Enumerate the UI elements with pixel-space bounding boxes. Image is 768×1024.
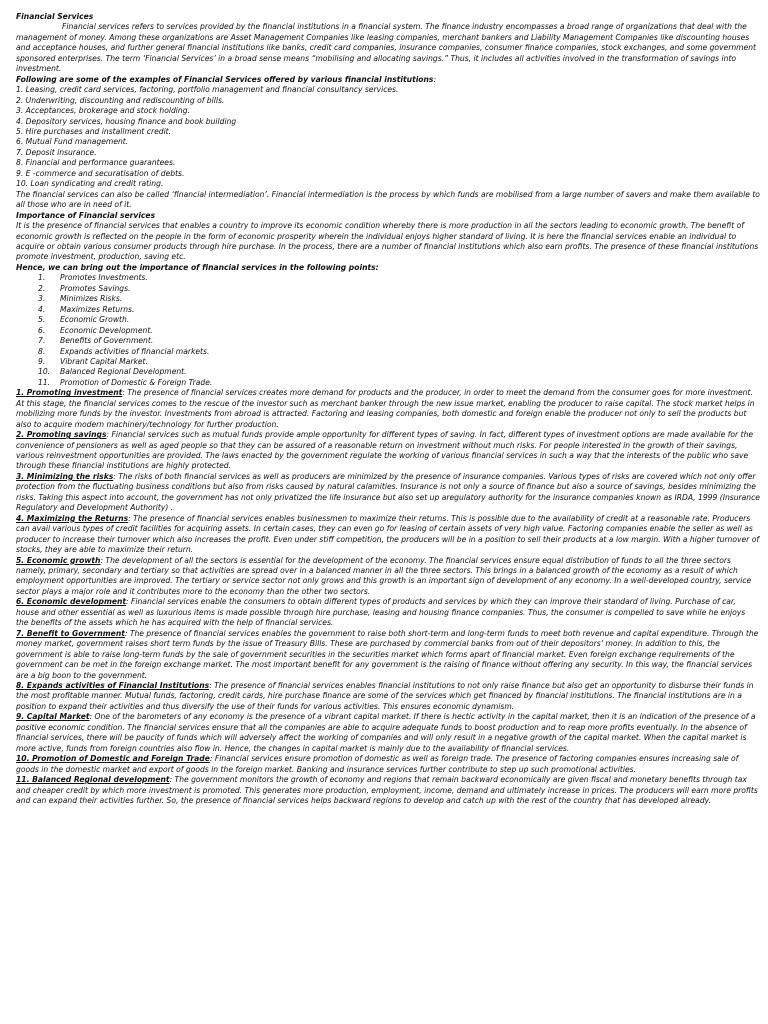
example-item: 6. Mutual Fund management.	[16, 137, 129, 147]
detail-label: 6. Economic development	[16, 597, 127, 607]
intro-paragraph: Financial services refers to services provided by the financial institutions in a financial system. The finance industry encompasses a broad range of organizations that deal with the management of money. Among these organizations are Asset Management Companies like leasing companies, merchant bankers and Liability Management Companies like discounting houses and acceptance houses, and further general financial institutions like banks, credit card companies, insurance companies, consumer finance companies, stock exchanges, and some government sponsored enterprises. The term ‘Financial Services’ in a broad sense means “mobilising and allocating savings.” Thus, it includes all activities involved in the transformation of savings into investment.	[16, 22, 757, 74]
point-number: 10.	[38, 367, 51, 377]
example-item: 5. Hire purchases and installment credit.	[16, 126, 172, 136]
detail-paragraph	[16, 597, 760, 628]
point-text: Vibrant Capital Market.	[60, 356, 148, 366]
point-number: 6.	[38, 325, 46, 335]
examples-heading-colon: :	[433, 74, 437, 84]
detail-text: : The presence of financial services enables businessmen to maximize their returns. This is possible due to the availability of credit at a reasonable rate. Producers can avail various types of credit facilities for acquiring assets. In certain cases, they can even go for leasing of certain assets of very high value. Factoring companies enable the seller as well as producer to increase their turnover which also increases the profit. Even under stiff competition, the producers will be in a position to sell their products at a low margin. With a higher turnover of stocks, they are able to maximize their return.	[16, 513, 760, 555]
importance-point	[16, 315, 760, 325]
importance-point	[16, 367, 760, 377]
detail-label: 2. Promoting savings	[16, 430, 107, 440]
example-item: 10. Loan syndicating and credit rating.	[16, 179, 164, 189]
detail-paragraph	[16, 556, 760, 598]
points-heading: Hence, we can bring out the importance of financial services in the following points:	[16, 262, 379, 272]
detail-label: 5. Economic growth	[16, 555, 101, 565]
example-item: 3. Acceptances, brokerage and stock holding.	[16, 106, 190, 116]
point-text: Balanced Regional Development.	[60, 367, 187, 377]
importance-paragraph: It is the presence of financial services that enables a country to improve its economic condition whereby there is more production in all the sectors leading to economic growth. The benefit of economic growth is reflected on the people in the form of economic prosperity wherein the individual enjoys higher standard of living. It is here the financial services enable an individual to acquire or obtain various consumer products through hire purchase. In the process, there are a number of financial institutions which also earn profits. The presence of these financial institutions promote investment, production, saving etc.	[16, 221, 759, 262]
example-item: 4. Depository services, housing finance and book building	[16, 116, 237, 126]
importance-point	[16, 347, 760, 357]
point-text: Maximizes Returns.	[60, 304, 135, 314]
detail-text: : One of the barometers of any economy is the presence of a vibrant capital market. If there is hectic activity in the capital market, then it is an indication of the presence of a positive economic condition. The financial services ensure that all the companies are able to acquire adequate funds to boost production and to reap more profits eventually. In the absence of financial services, there will be paucity of funds which will adversely affect the working of companies and will only result in a negative growth of the capital market. When the capital market is more active, funds from foreign countries also flow in. Hence, the changes in capital market is mainly due to the availability of financial services.	[16, 712, 756, 753]
point-number: 1.	[38, 273, 46, 283]
importance-point	[16, 336, 760, 346]
detail-paragraph	[16, 514, 760, 556]
importance-point	[16, 357, 760, 367]
point-number: 7.	[38, 336, 46, 346]
point-number: 5.	[38, 315, 46, 325]
point-text: Promotion of Domestic & Foreign Trade.	[60, 377, 213, 387]
detail-label: 1. Promoting investment	[16, 388, 123, 398]
point-number: 11.	[38, 377, 51, 387]
detail-paragraph	[16, 388, 760, 430]
point-text: Promotes Investments.	[60, 273, 148, 283]
importance-point	[16, 294, 760, 304]
point-number: 8.	[38, 346, 46, 356]
detail-paragraph	[16, 629, 760, 681]
examples-heading	[16, 75, 760, 85]
importance-point	[16, 284, 760, 294]
point-number: 4.	[38, 304, 46, 314]
detail-paragraph	[16, 712, 760, 754]
detail-text: : Financial services such as mutual funds provide ample opportunity for different types of saving. In fact, different types of investment options are made available for the convenience of pensioners as well as aged people so that they can be assured of a reasonable return on investment without much risks. For people interested in the growth of their savings, various reinvestment opportunities are provided. The laws enacted by the government regulate the working of various financial services in such a way that the interests of the public who save through these financial institutions are highly protected.	[16, 430, 754, 471]
document-body	[16, 12, 760, 806]
importance-point	[16, 273, 760, 283]
example-item: 2. Underwriting, discounting and rediscounting of bills.	[16, 95, 225, 105]
detail-label: 9. Capital Market	[16, 712, 90, 722]
detail-text: : Financial services enable the consumers to obtain different types of products and services by which they can improve their standard of living. Purchase of car, house and other essential as well as luxurious items is made possible through hire purchase, leasing and housing finance companies. Thus, the consumer is compelled to save while he enjoys the benefits of the assets which he has acquired with the help of financial services.	[16, 597, 746, 628]
point-number: 2.	[38, 283, 46, 293]
point-text: Economic Development.	[60, 325, 153, 335]
detail-label: 7. Benefit to Government	[16, 628, 125, 638]
detail-paragraph	[16, 775, 760, 806]
point-text: Promotes Savings.	[60, 283, 131, 293]
detail-label: 8. Expands activities of Financial Institutions	[16, 681, 210, 690]
example-item: 7. Deposit insurance.	[16, 147, 97, 157]
example-item: 9. E -commerce and securatisation of debts.	[16, 168, 185, 178]
detail-text: : The development of all the sectors is essential for the development of the economy. The financial services ensure equal distribution of funds to all the three sectors namely, primary, secondary and tertiary so that activities are spread over in a balanced manner in all the three sectors. This brings in a balanced growth of the economy as a result of which employment opportunities are improved. The tertiary or service sector not only grows and this growth is an important sign of development of any economy. In a well-developed country, service sector plays a major role and it contributes more to the economy than the other two sectors.	[16, 555, 752, 596]
detail-paragraph	[16, 472, 760, 514]
point-text: Expands activities of financial markets.	[60, 346, 210, 356]
point-text: Economic Growth.	[60, 315, 130, 325]
point-number: 9.	[38, 356, 46, 366]
detail-text: : The presence of financial services enables the government to raise both short-term and long-term funds to meet both revenue and capital expenditure. Through the money market, government raises short term funds by the issue of Treasury Bills. These are purchased by commercial banks from out of their depositors’ money. In addition to this, the government is able to raise long-term funds by the sale of government securities in the securities market which forms apart of financial market. Even foreign exchange requirements of the government can be met in the foreign exchange market. The most important benefit for any government is the raising of finance without offering any security. In this way, the financial services are a big boon to the government.	[16, 628, 759, 680]
importance-point	[16, 378, 760, 388]
detail-label: 10. Promotion of Domestic and Foreign Trade	[16, 754, 210, 764]
details-section	[16, 388, 760, 806]
document-title: Financial Services	[16, 12, 94, 21]
intermediation-paragraph: The financial services can also be called ‘financial intermediation’. Financial intermediation is the process by which funds are mobilised from a large number of savers and make them available to all those who are in need of it.	[16, 189, 760, 210]
importance-heading: Importance of Financial services	[16, 210, 156, 220]
point-number: 3.	[38, 294, 46, 304]
detail-text: : Financial services ensure promotion of domestic as well as foreign trade. The presence of factoring companies ensures increasing sale of goods in the domestic market and export of goods in the foreign market. Banking and insurance services further contribute to step up such promotional activities.	[16, 754, 739, 774]
point-text: Benefits of Government.	[60, 336, 154, 346]
detail-text: : The presence of financial services creates more demand for products and the producer, in order to meet the demand from the consumer goes for more investment. At this stage, the financial services comes to the rescue of the investor such as merchant banker through the new issue market, enabling the producer to raise capital. The stock market helps in mobilizing more funds by the investor. Investments from abroad is attracted. Factoring and leasing companies, both domestic and foreign enable the producer not only to sell the products but also to acquire modern machinery/technology for further production.	[16, 388, 755, 429]
detail-text: : The risks of both financial services as well as producers are minimized by the presence of insurance companies. Various types of risks are covered which not only offer protection from the fluctuating business conditions but also from risks caused by natural calamities. Insurance is not only a source of finance but also a source of savings, besides minimizing the risks. Taking this aspect into account, the government has not only privatized the life insurance but also set up aregulatory authority for the insurance companies known as IRDA, 1999 (Insurance Regulatory and Development Authority) .	[16, 471, 760, 513]
importance-point	[16, 305, 760, 315]
detail-label: 4. Maximizing the Returns	[16, 513, 129, 523]
examples-list	[16, 85, 760, 190]
detail-label: 11. Balanced Regional development	[16, 775, 170, 785]
examples-heading-text: Following are some of the examples of Financial Services offered by various financial institutions	[16, 74, 434, 84]
importance-points-list	[16, 273, 760, 388]
detail-label: 3. Minimizing the risks	[16, 471, 114, 481]
detail-text: : The government monitors the growth of economy and regions that remain backward economically are given fiscal and monetary benefits through tax and cheaper credit by which more investment is promoted. This generates more production, employment, income, demand and ultimately increase in prices. The producers will earn more profits and can expand their activities further. So, the presence of financial services helps backward regions to develop and catch up with the rest of the country that has developed already.	[16, 775, 758, 805]
point-text: Minimizes Risks.	[60, 294, 123, 304]
example-item: 8. Financial and performance guarantees.	[16, 158, 176, 168]
detail-paragraph	[16, 430, 760, 472]
detail-paragraph	[16, 754, 760, 775]
detail-text: : The presence of financial services enables financial institutions to not only raise finance but also get an opportunity to disburse their funds in the most profitable manner. Mutual funds, factoring, credit cards, hire purchase finance are some of the services which get financed by financial institutions. The financial institutions are in a position to expand their activities and thus diversify the use of their funds for various activities. This ensures economic dynamism.	[16, 681, 754, 711]
importance-point	[16, 326, 760, 336]
example-item: 1. Leasing, credit card services, factoring, portfolio management and financial consultancy services.	[16, 85, 399, 95]
detail-paragraph	[16, 681, 760, 712]
